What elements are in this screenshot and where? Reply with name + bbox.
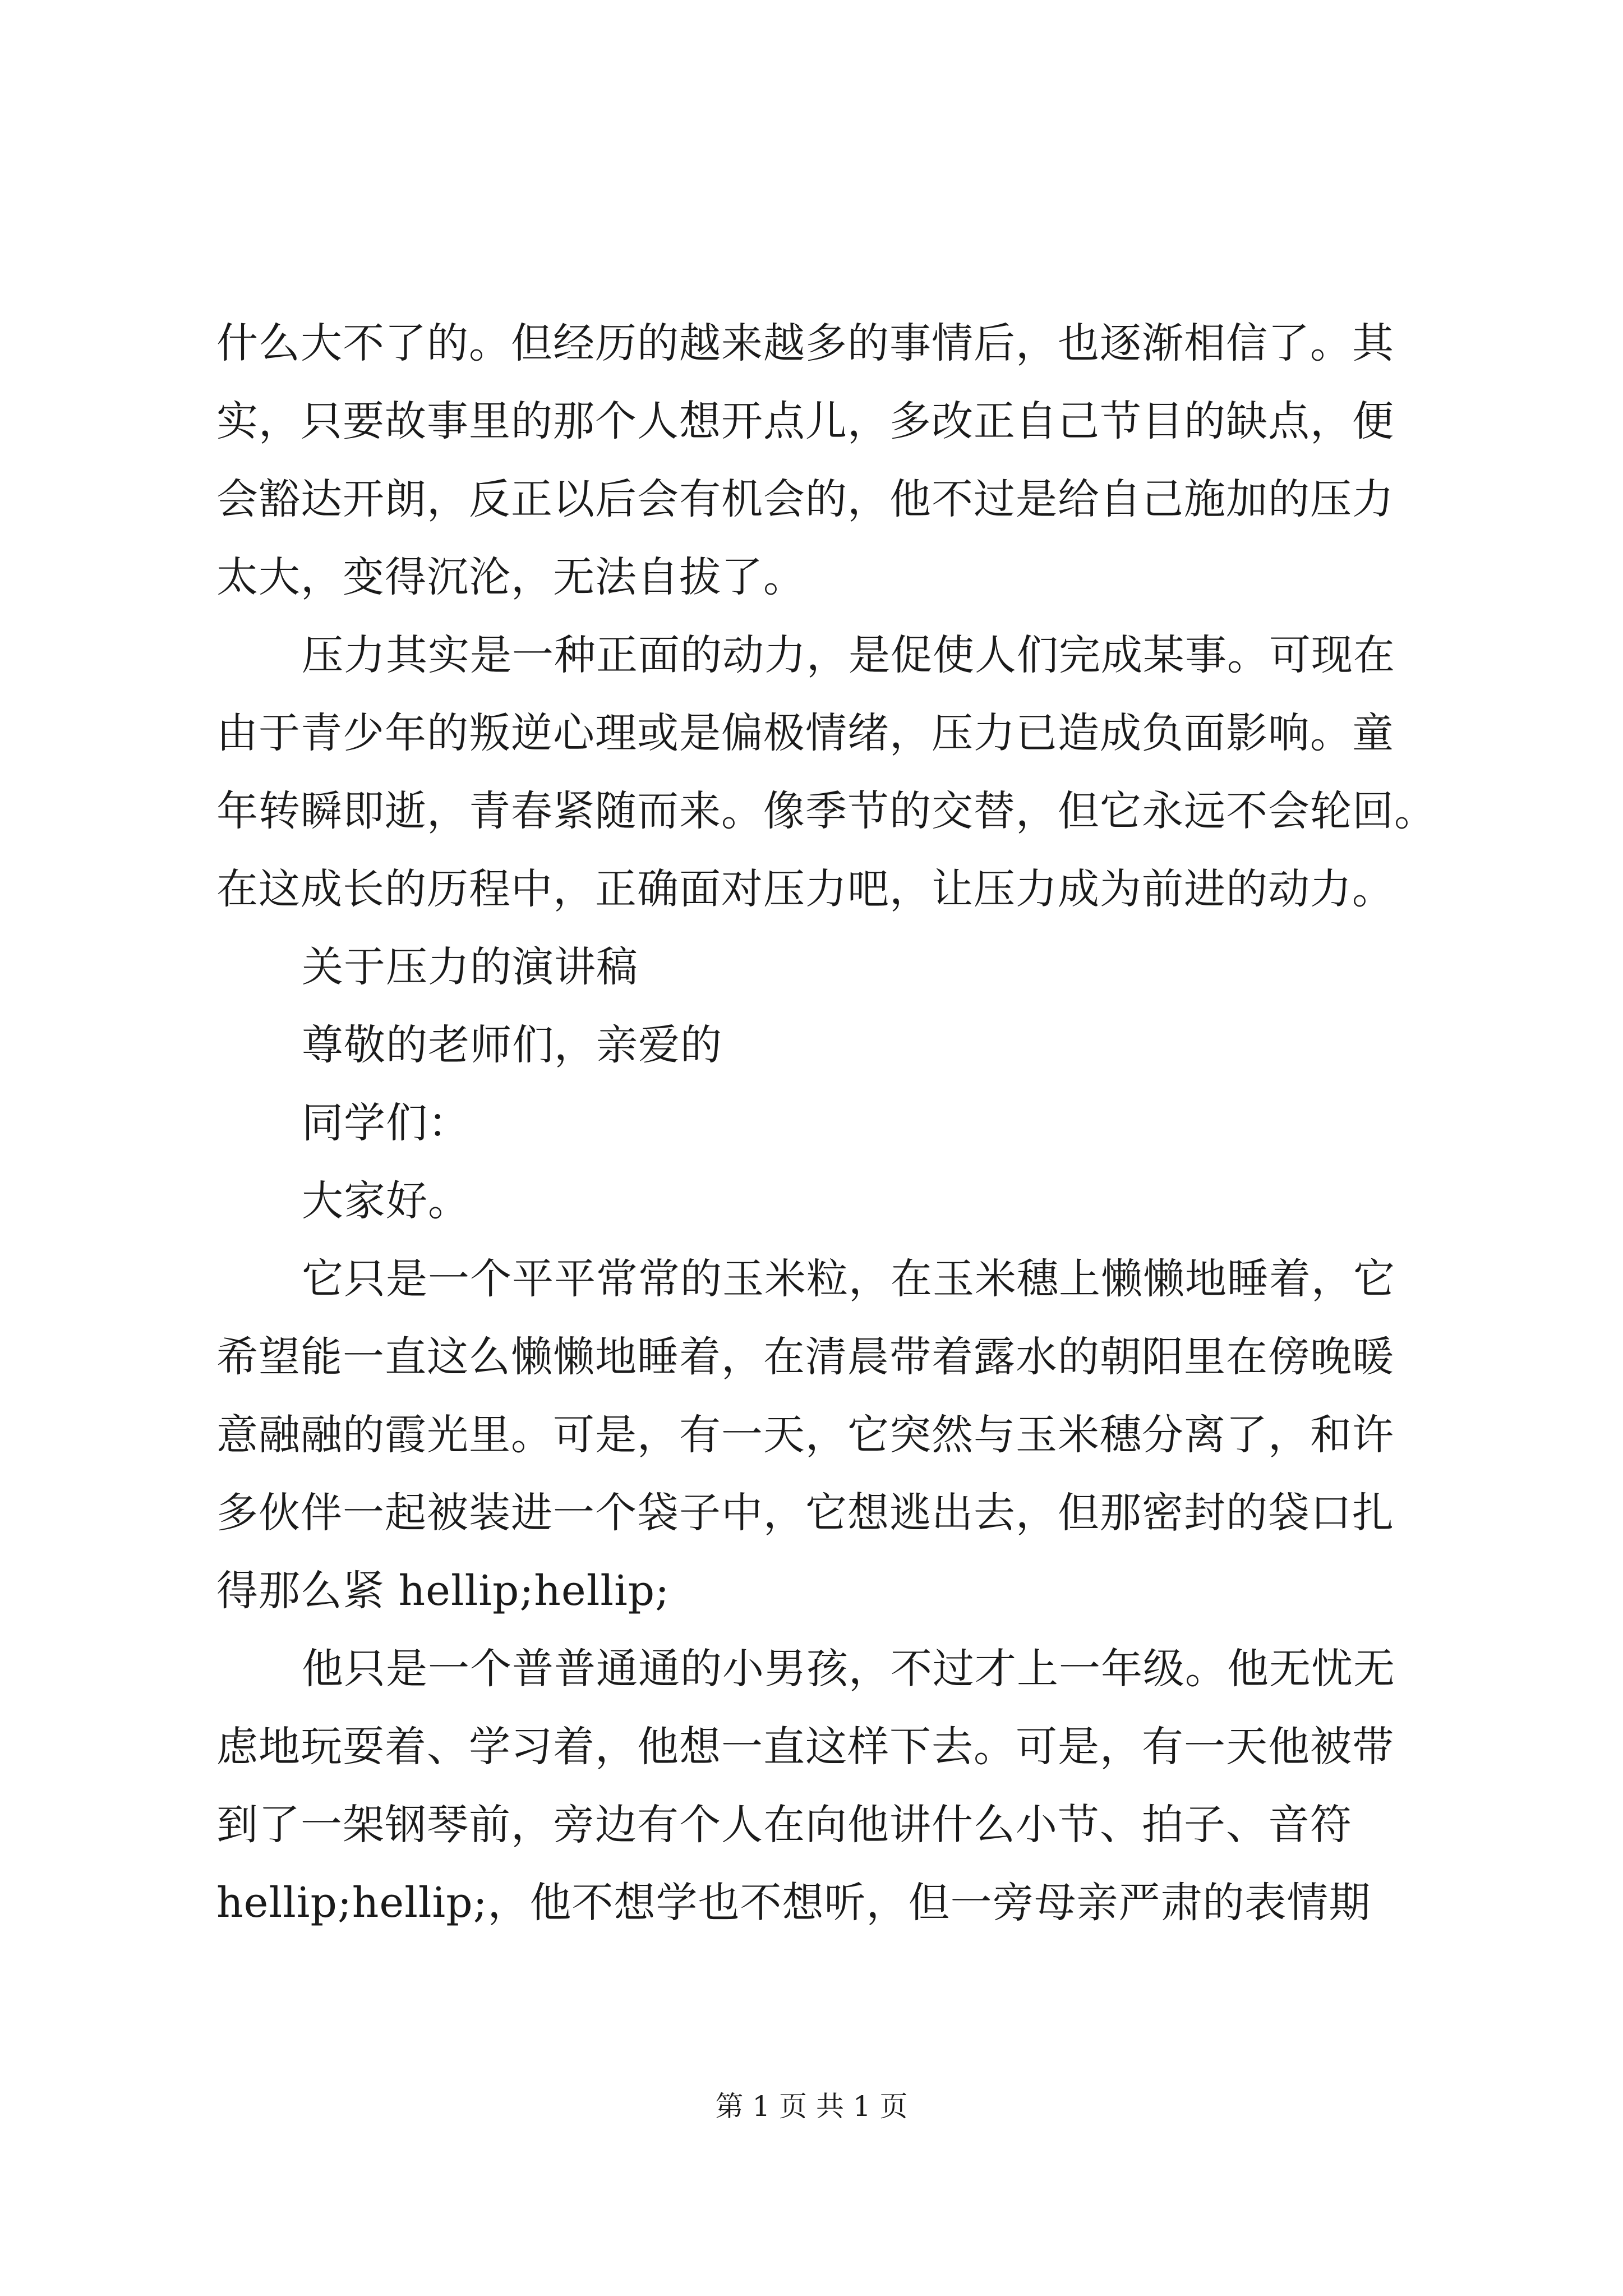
text-line: 实，只要故事里的那个人想开点儿，多改正自己节目的缺点，便	[216, 397, 1394, 445]
text-line: 会豁达开朗，反正以后会有机会的，他不过是给自己施加的压力	[216, 475, 1394, 523]
text-line: hellip;hellip;，他不想学也不想听，但一旁母亲严肃的表情期	[216, 1879, 1371, 1927]
page-footer	[0, 2087, 1623, 2126]
document-body	[216, 305, 1436, 1942]
text-line: 得那么紧 hellip;hellip;	[216, 1567, 670, 1615]
text-line: 意融融的霞光里。可是，有一天，它突然与玉米穗分离了，和许	[216, 1411, 1394, 1459]
text-line: 年转瞬即逝，青春紧随而来。像季节的交替，但它永远不会轮回。	[216, 787, 1436, 835]
paragraph-start-line: 它只是一个平平常常的玉米粒，在玉米穗上懒懒地睡着，它	[302, 1255, 1395, 1303]
text-line: 到了一架钢琴前，旁边有个人在向他讲什么小节、拍子、音符	[216, 1801, 1352, 1849]
greeting-line: 大家好。	[302, 1177, 470, 1225]
speech-title: 关于压力的演讲稿	[302, 943, 638, 991]
paragraph-start-line: 他只是一个普普通通的小男孩，不过才上一年级。他无忧无	[302, 1645, 1395, 1693]
salutation-line: 同学们：	[302, 1099, 470, 1147]
text-line: 希望能一直这么懒懒地睡着，在清晨带着露水的朝阳里在傍晚暖	[216, 1333, 1394, 1381]
paragraph-start-line: 压力其实是一种正面的动力，是促使人们完成某事。可现在	[302, 631, 1395, 679]
text-line: 太大，变得沉沦，无法自拔了。	[216, 553, 805, 601]
text-line: 虑地玩耍着、学习着，他想一直这样下去。可是，有一天他被带	[216, 1723, 1394, 1771]
text-line: 在这成长的历程中，正确面对压力吧，让压力成为前进的动力。	[216, 865, 1394, 913]
page-number: 第 1 页 共 1 页	[715, 2090, 908, 2123]
text-line: 多伙伴一起被装进一个袋子中，它想逃出去，但那密封的袋口扎	[216, 1489, 1394, 1537]
text-line: 由于青少年的叛逆心理或是偏极情绪，压力已造成负面影响。童	[216, 709, 1394, 757]
text-line: 什么大不了的。但经历的越来越多的事情后，也逐渐相信了。其	[216, 319, 1394, 367]
salutation-line: 尊敬的老师们，亲爱的	[302, 1021, 722, 1069]
